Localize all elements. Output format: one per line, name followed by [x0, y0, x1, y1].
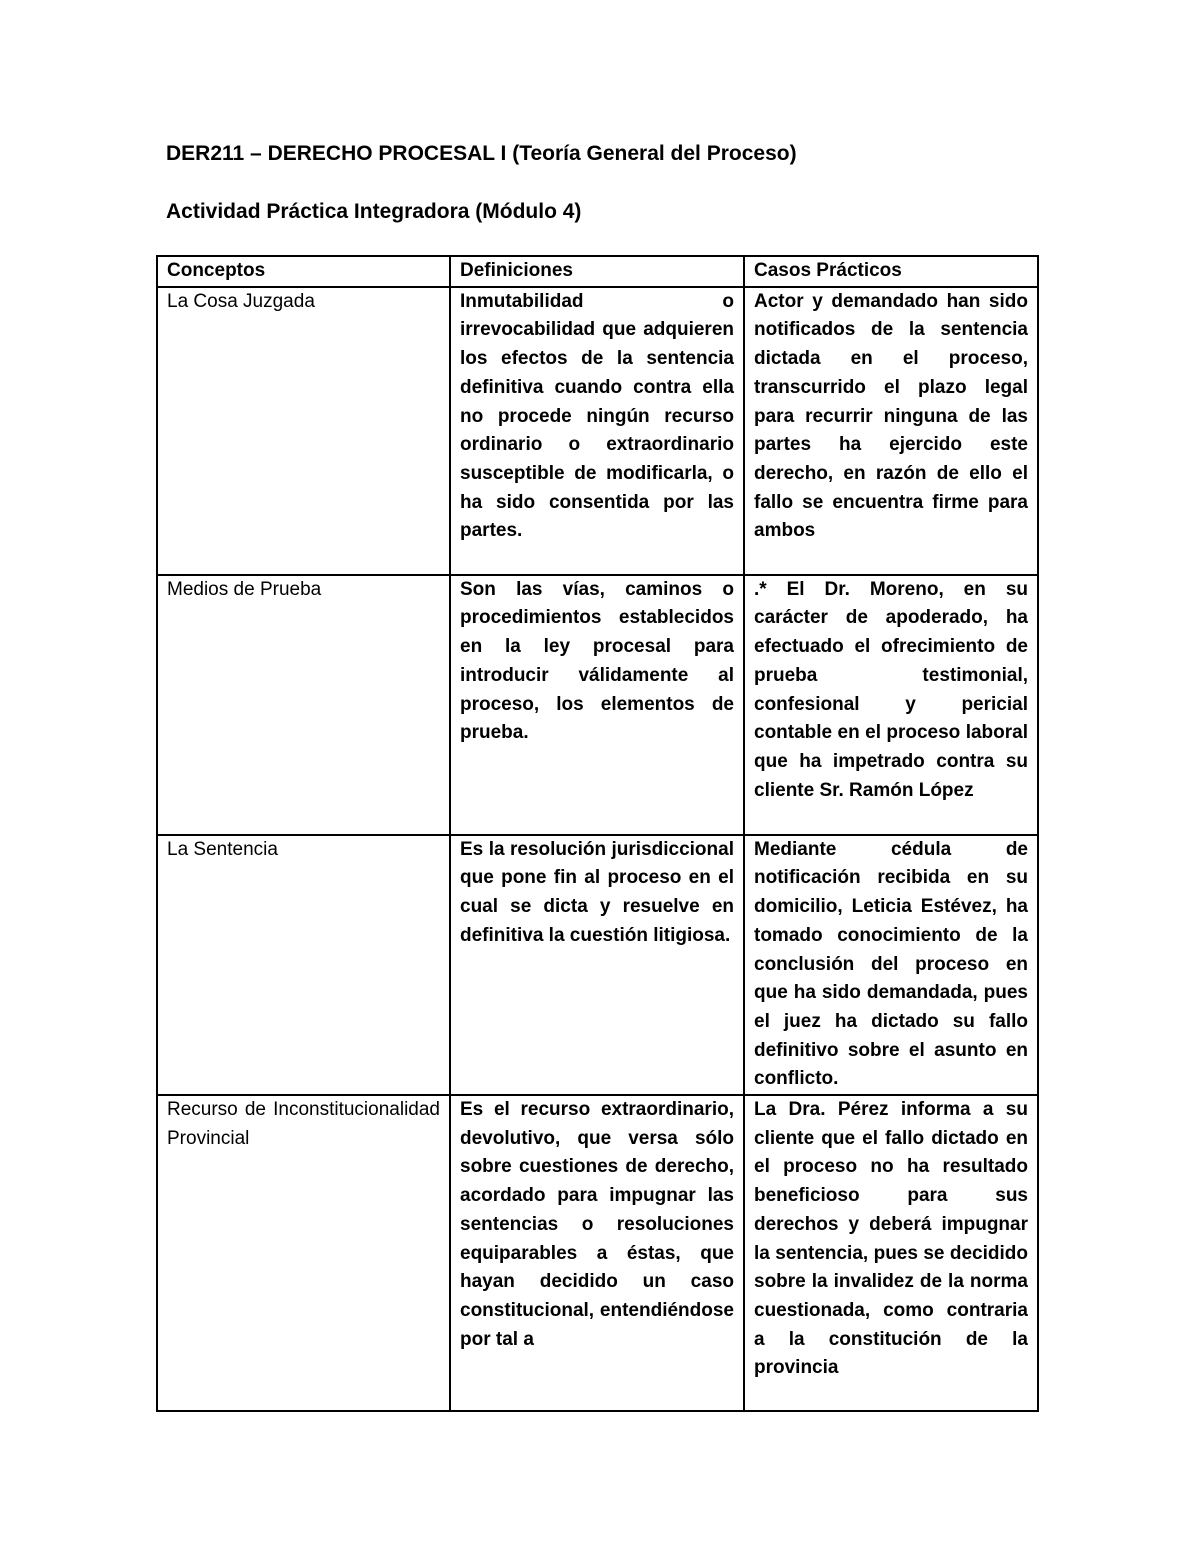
- table-row: [157, 575, 1038, 835]
- concept-cell: [157, 1095, 450, 1411]
- case-cell: .* El Dr. Moreno, en su carácter de apoderado, ha efectuado el ofrecimiento de prueba testimonial, confesional y pericial contable en el proceso laboral que ha impetrado contra su cliente Sr. Ramón López: [744, 575, 1038, 835]
- header-cases: Casos Prácticos: [744, 256, 1038, 287]
- definition-text: Es el recurso extraordinario, devolutivo, que versa sólo sobre cuestiones de derecho, acordado para impugnar las sentencias o resoluciones equiparables a éstas, que hayan decidido un caso constitucional, entendiéndose por tal a: [460, 1099, 734, 1350]
- case-cell: Mediante cédula de notificación recibida en su domicilio, Leticia Estévez, ha tomado conocimiento de la conclusión del proceso en que ha sido demandada, pues el juez ha dictado su fallo definitivo sobre el asunto en conflicto.: [744, 835, 1038, 1095]
- concept-cell: La Cosa Juzgada: [157, 287, 450, 575]
- definition-cell: Inmutabilidad o irrevocabilidad que adquieren los efectos de la sentencia definitiva cuando contra ella no procede ningún recurso ordinario o extraordinario susceptible de modificarla, o ha sido consentida por las partes.: [450, 287, 744, 575]
- document-subtitle: Actividad Práctica Integradora (Módulo 4): [166, 200, 582, 223]
- definition-cell: Es la resolución jurisdiccional que pone fin al proceso en el cual se dicta y resuelve en definitiva la cuestión litigiosa.: [450, 835, 744, 1095]
- case-cell: Actor y demandado han sido notificados de la sentencia dictada en el proceso, transcurrido el plazo legal para recurrir ninguna de las partes ha ejercido este derecho, en razón de ello el fallo se encuentra firme para ambos: [744, 287, 1038, 575]
- table-header-row: [157, 256, 1038, 287]
- definition-cell: Son las vías, caminos o procedimientos establecidos en la ley procesal para introducir válidamente al proceso, los elementos de prueba.: [450, 575, 744, 835]
- case-text: La Dra. Pérez informa a su cliente que el fallo dictado en el proceso no ha resultado beneficioso para sus derechos y deberá impugnar la sentencia, pues se decidido sobre la invalidez de la norma cuestionada, como contraria a la constitución de la provincia: [754, 1099, 1028, 1379]
- table-row: [157, 1095, 1038, 1411]
- case-cell: [744, 1095, 1038, 1411]
- header-concepts: Conceptos: [157, 256, 450, 287]
- concept-cell: La Sentencia: [157, 835, 450, 1095]
- header-definitions: Definiciones: [450, 256, 744, 287]
- concept-cell: Medios de Prueba: [157, 575, 450, 835]
- table-row: [157, 835, 1038, 1095]
- concept-text: Recurso de Inconstitucionalidad Provincial: [167, 1099, 440, 1149]
- definition-cell: [450, 1095, 744, 1411]
- table-row: [157, 287, 1038, 575]
- document-title: DER211 – DERECHO PROCESAL I (Teoría General del Proceso): [166, 142, 797, 165]
- concepts-table: [156, 255, 1039, 1412]
